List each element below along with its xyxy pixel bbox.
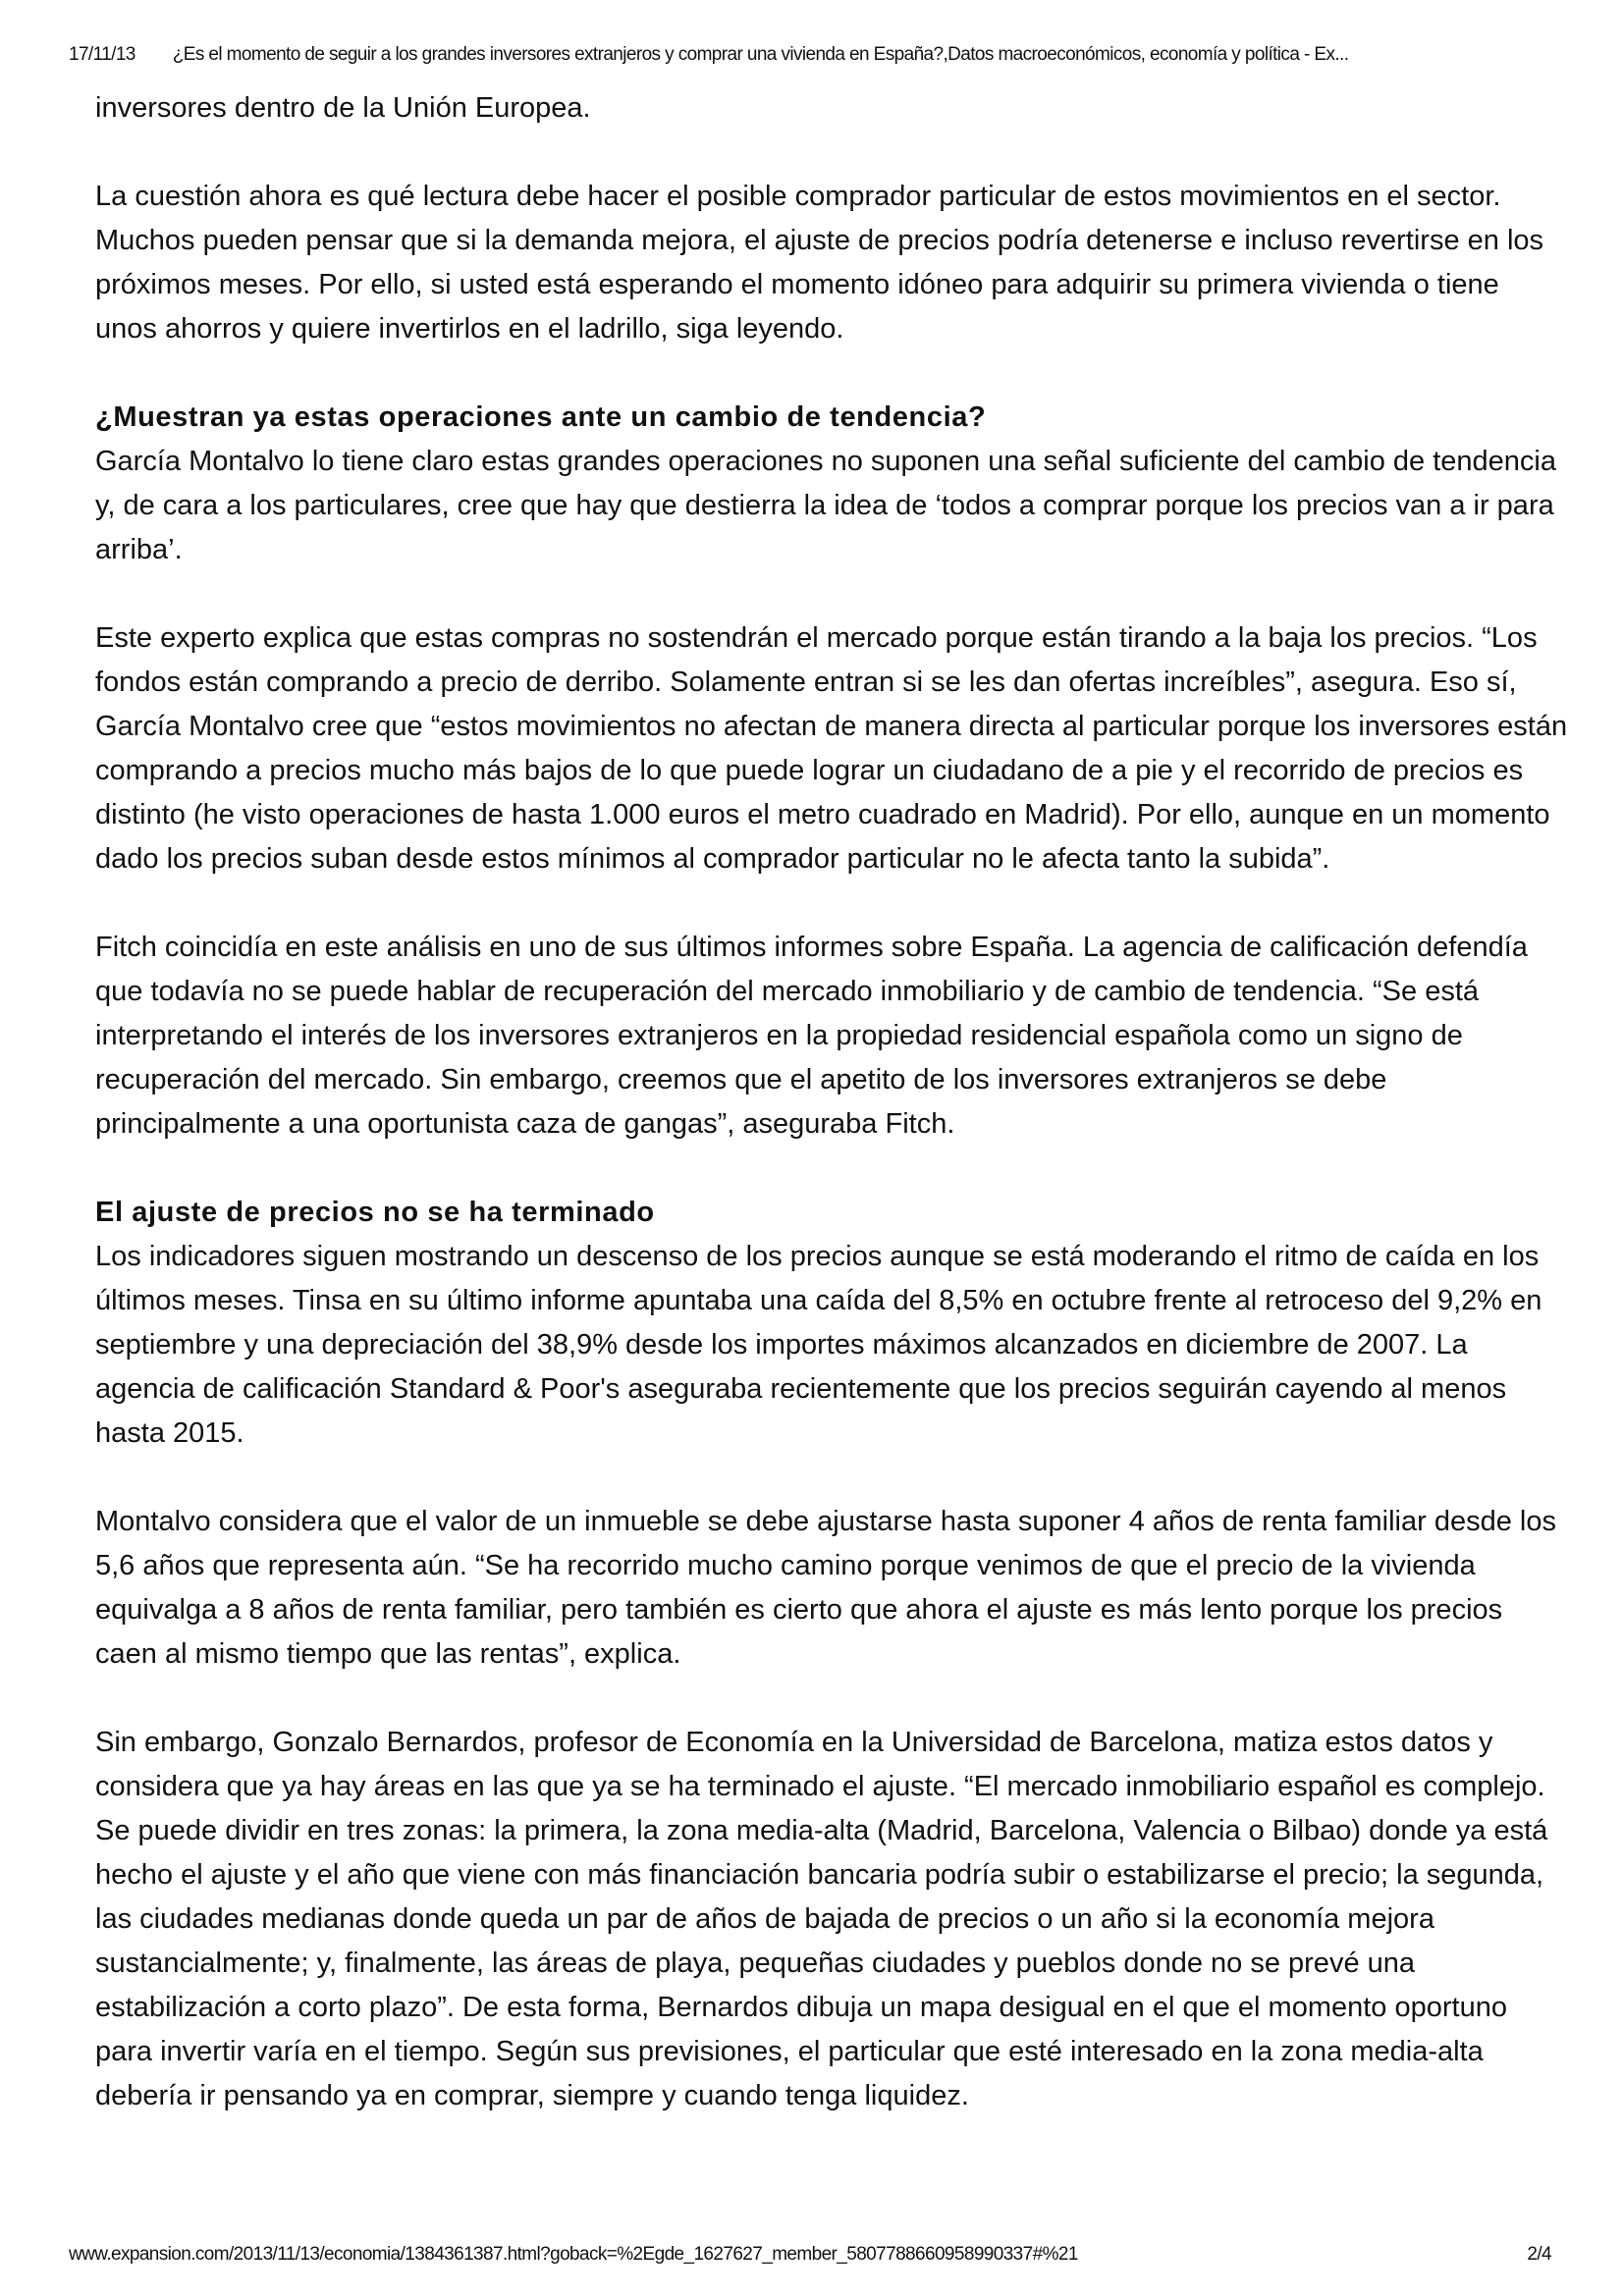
- print-header: [69, 43, 1561, 67]
- article-paragraph: Los indicadores siguen mostrando un descenso de los precios aunque se está moderando el ritmo de caída en los últimos meses. Tinsa en su último informe apuntaba una caída del 8,5% en octubre frente al retroceso del 9,2% en septiembre y una depreciación del 38,9% desde los importes máximos alcanzados en diciembre de 2007. La agencia de calificación Standard & Poor's aseguraba recientemente que los precios seguirán cayendo al menos hasta 2015.: [95, 1241, 1542, 1449]
- article-paragraph: inversores dentro de la Unión Europea.: [95, 92, 591, 124]
- section-heading: El ajuste de precios no se ha terminado: [95, 1197, 655, 1228]
- article-paragraph: García Montalvo lo tiene claro estas grandes operaciones no suponen una señal suficiente del cambio de tendencia y, de cara a los particulares, cree que hay que destierra la idea de ‘todos a comprar porque los precios van a ir para arriba’.: [95, 446, 1557, 565]
- print-url: www.expansion.com/2013/11/13/economia/1384361387.html?goback=%2Egde_1627627_member_5807788660958990337#%21: [69, 2244, 1078, 2265]
- article-body: [95, 86, 1568, 2163]
- article-paragraph: Fitch coincidía en este análisis en uno de sus últimos informes sobre España. La agencia de calificación defendía que todavía no se puede hablar de recuperación del mercado inmobiliario y de cambio de tendencia. “Se está interpretando el interés de los inversores extranjeros en la propiedad residencial española como un signo de recuperación del mercado. Sin embargo, creemos que el apetito de los inversores extranjeros se debe principalmente a una oportunista caza de gangas”, aseguraba Fitch.: [95, 932, 1528, 1140]
- article-paragraph: Montalvo considera que el valor de un inmueble se debe ajustarse hasta suponer 4 años de renta familiar desde los 5,6 años que representa aún. “Se ha recorrido mucho camino porque venimos de que el precio de la vivienda equivalga a 8 años de renta familiar, pero también es cierto que ahora el ajuste es más lento porque los precios caen al mismo tiempo que las rentas”, explica.: [95, 1506, 1556, 1670]
- article-paragraph: La cuestión ahora es qué lectura debe hacer el posible comprador particular de estos movimientos en el sector. Muchos pueden pensar que si la demanda mejora, el ajuste de precios podría detenerse e incluso revertirse en los próximos meses. Por ello, si usted está esperando el momento idóneo para adquirir su primera vivienda o tiene unos ahorros y quiere invertirlos en el ladrillo, siga leyendo.: [95, 181, 1544, 345]
- print-footer: [69, 2243, 1561, 2267]
- article-paragraph: Este experto explica que estas compras no sostendrán el mercado porque están tirando a la baja los precios. “Los fondos están comprando a precio de derribo. Solamente entran si se les dan ofertas increíbles”, asegura. Eso sí, García Montalvo cree que “estos movimientos no afectan de manera directa al particular porque los inversores están comprando a precios mucho más bajos de lo que puede lograr un ciudadano de a pie y el recorrido de precios es distinto (he visto operaciones de hasta 1.000 euros el metro cuadrado en Madrid). Por ello, aunque en un momento dado los precios suban desde estos mínimos al comprador particular no le afecta tanto la subida”.: [95, 622, 1568, 875]
- page-number: 2/4: [1527, 2244, 1551, 2265]
- article-paragraph: Sin embargo, Gonzalo Bernardos, profesor de Economía en la Universidad de Barcelona, matiza estos datos y considera que ya hay áreas en las que ya se ha terminado el ajuste. “El mercado inmobiliario español es complejo. Se puede dividir en tres zonas: la primera, la zona media-alta (Madrid, Barcelona, Valencia o Bilbao) donde ya está hecho el ajuste y el año que viene con más financiación bancaria podría subir o estabilizarse el precio; la segunda, las ciudades medianas donde queda un par de años de bajada de precios o un año si la economía mejora sustancialmente; y, finalmente, las áreas de playa, pequeñas ciudades y pueblos donde no se prevé una estabilización a corto plazo”. De esta forma, Bernardos dibuja un mapa desigual en el que el momento oportuno para invertir varía en el tiempo. Según sus previsiones, el particular que esté interesado en la zona media-alta debería ir pensando ya en comprar, siempre y cuando tenga liquidez.: [95, 1727, 1548, 2111]
- section-heading: ¿Muestran ya estas operaciones ante un cambio de tendencia?: [95, 401, 987, 433]
- print-date: 17/11/13: [69, 44, 135, 65]
- print-page-title: ¿Es el momento de seguir a los grandes inversores extranjeros y comprar una vivienda en España?,Datos macroeconómicos, economía y política - Ex...: [172, 44, 1349, 65]
